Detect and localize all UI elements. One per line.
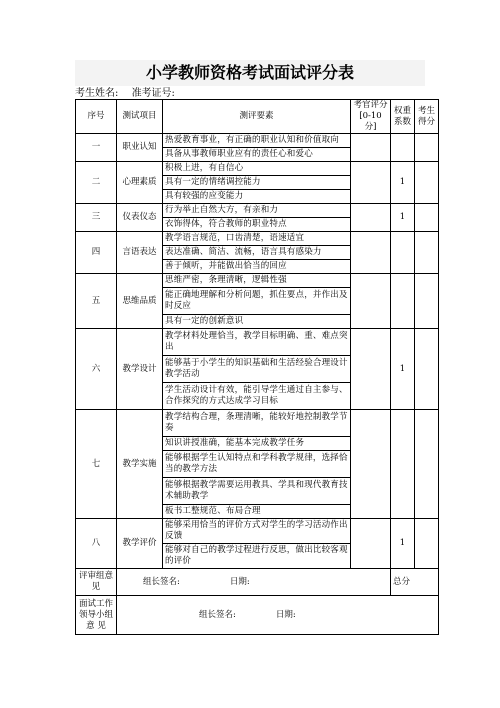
header-total-line2: 得分	[417, 116, 435, 127]
requirement-text: 善于倾听，并能做出恰当的回应	[163, 260, 351, 274]
requirement-text: 热爱教育事业，有正确的职业认知和价值取向	[163, 134, 351, 148]
score-cell[interactable]	[351, 519, 391, 569]
section-row	[76, 329, 439, 356]
requirement-text: 能够根据学生认知特点和学科教学规律，选择恰当的教学方法	[163, 451, 351, 478]
header-requirements: 测评要素	[163, 100, 351, 134]
weight-cell	[391, 274, 415, 329]
work-group-label: 面试工作领导小组意 见	[76, 596, 117, 635]
review-label: 评审组意见	[76, 569, 117, 596]
requirement-text: 衣饰得体，符合教师的职业特点	[163, 218, 351, 232]
weight-cell	[391, 410, 415, 519]
score-cell[interactable]	[351, 410, 391, 519]
section-row	[76, 204, 439, 218]
candidate-score-cell[interactable]	[415, 329, 439, 410]
requirement-text: 行为举止自然大方，有亲和力	[163, 204, 351, 218]
section-seq: 三	[76, 204, 117, 232]
header-weight	[391, 100, 415, 134]
requirement-text: 能够基于小学生的知识基础和生活经验合理设计教学活动	[163, 356, 351, 383]
header-total	[415, 100, 439, 134]
section-item: 职业认知	[117, 134, 163, 162]
review-row	[76, 569, 439, 596]
weight-cell: 1	[391, 519, 415, 569]
leader-sign-label-2: 组长签名:	[199, 609, 236, 620]
section-item: 教学设计	[117, 329, 163, 410]
section-item: 仪表仪态	[117, 204, 163, 232]
requirement-text: 能够根据教学需要运用教具、学具和现代教育技术辅助教学	[163, 478, 351, 505]
header-weight-line1: 权重	[393, 105, 411, 116]
candidate-score-cell[interactable]	[415, 134, 439, 162]
weight-cell: 1	[391, 162, 415, 204]
candidate-score-cell[interactable]	[415, 519, 439, 569]
requirement-text: 具备从事教师职业应有的责任心和爱心	[163, 148, 351, 162]
total-label: 总分	[393, 576, 411, 587]
work-group-row	[76, 596, 439, 635]
header-total-line1: 考生	[417, 105, 435, 116]
header-item: 测试项目	[117, 100, 163, 134]
score-cell[interactable]	[351, 329, 391, 410]
requirement-text: 能够对自己的教学过程进行反思，做出比较客观的评价	[163, 544, 351, 569]
weight-cell: 1	[391, 329, 415, 410]
section-item: 教学评价	[117, 519, 163, 569]
requirement-text: 能够采用恰当的评价方式对学生的学习活动作出反馈	[163, 519, 351, 544]
section-item: 思维品质	[117, 274, 163, 329]
requirement-text: 板书工整规范、布局合理	[163, 505, 351, 519]
section-item: 言语表达	[117, 232, 163, 274]
weight-cell	[391, 134, 415, 162]
header-score-line2: [0-10 分]	[359, 111, 382, 132]
candidate-score-cell[interactable]	[415, 410, 439, 519]
weight-cell: 1	[391, 204, 415, 232]
candidate-id-label: 准考证号:	[131, 88, 175, 99]
page-title: 小学教师资格考试面试评分表	[75, 60, 425, 86]
work-group-sign-area[interactable]	[117, 596, 439, 635]
candidate-score-cell[interactable]	[415, 232, 439, 274]
requirement-text: 能正确地理解和分析问题，抓住要点，并作出及时反应	[163, 288, 351, 315]
section-seq: 二	[76, 162, 117, 204]
header-score	[351, 100, 391, 134]
section-row	[76, 134, 439, 148]
header-score-line1: 考官评分	[353, 100, 388, 110]
requirement-text: 学生活动设计有效，能引导学生通过自主参与、合作探究的方式达成学习目标	[163, 383, 351, 410]
requirement-text: 教学材料处理恰当，教学目标明确、重、难点突出	[163, 329, 351, 356]
total-cell[interactable]	[391, 569, 439, 596]
requirement-text: 积极上进，有自信心	[163, 162, 351, 176]
requirement-text: 思维严密，条理清晰，逻辑性强	[163, 274, 351, 288]
requirement-text: 具有一定的创新意识	[163, 315, 351, 329]
date-label: 日期:	[229, 576, 250, 587]
score-cell[interactable]	[351, 232, 391, 274]
candidate-score-cell[interactable]	[415, 162, 439, 204]
candidate-score-cell[interactable]	[415, 204, 439, 232]
weight-cell	[391, 232, 415, 274]
score-cell[interactable]	[351, 162, 391, 204]
requirement-text: 表达准确、简洁、流畅，语言具有感染力	[163, 246, 351, 260]
requirement-text: 具有一定的情绪调控能力	[163, 176, 351, 190]
section-row	[76, 274, 439, 288]
header-weight-line2: 系数	[393, 116, 411, 127]
section-seq: 八	[76, 519, 117, 569]
header-seq: 序号	[76, 100, 117, 134]
section-seq: 七	[76, 410, 117, 519]
requirement-text: 知识讲授准确，能基本完成教学任务	[163, 437, 351, 451]
section-row	[76, 519, 439, 544]
requirement-text: 教学语言规范，口齿清楚，语速适宜	[163, 232, 351, 246]
section-row	[76, 162, 439, 176]
leader-sign-label: 组长签名:	[143, 576, 180, 587]
score-cell[interactable]	[351, 274, 391, 329]
candidate-name-label: 考生姓名:	[75, 88, 119, 99]
candidate-score-cell[interactable]	[415, 274, 439, 329]
date-label-2: 日期:	[275, 609, 296, 620]
score-table	[75, 99, 439, 635]
requirement-text: 教学结构合理，条理清晰，能较好地控制教学节奏	[163, 410, 351, 437]
section-seq: 一	[76, 134, 117, 162]
section-seq: 四	[76, 232, 117, 274]
score-cell[interactable]	[351, 134, 391, 162]
section-seq: 六	[76, 329, 117, 410]
header-row	[76, 100, 439, 134]
section-row	[76, 410, 439, 437]
section-seq: 五	[76, 274, 117, 329]
requirement-text: 具有较强的应变能力	[163, 190, 351, 204]
section-item: 心理素质	[117, 162, 163, 204]
review-sign-area[interactable]	[117, 569, 391, 596]
section-row	[76, 232, 439, 246]
section-item: 教学实施	[117, 410, 163, 519]
score-cell[interactable]	[351, 204, 391, 232]
